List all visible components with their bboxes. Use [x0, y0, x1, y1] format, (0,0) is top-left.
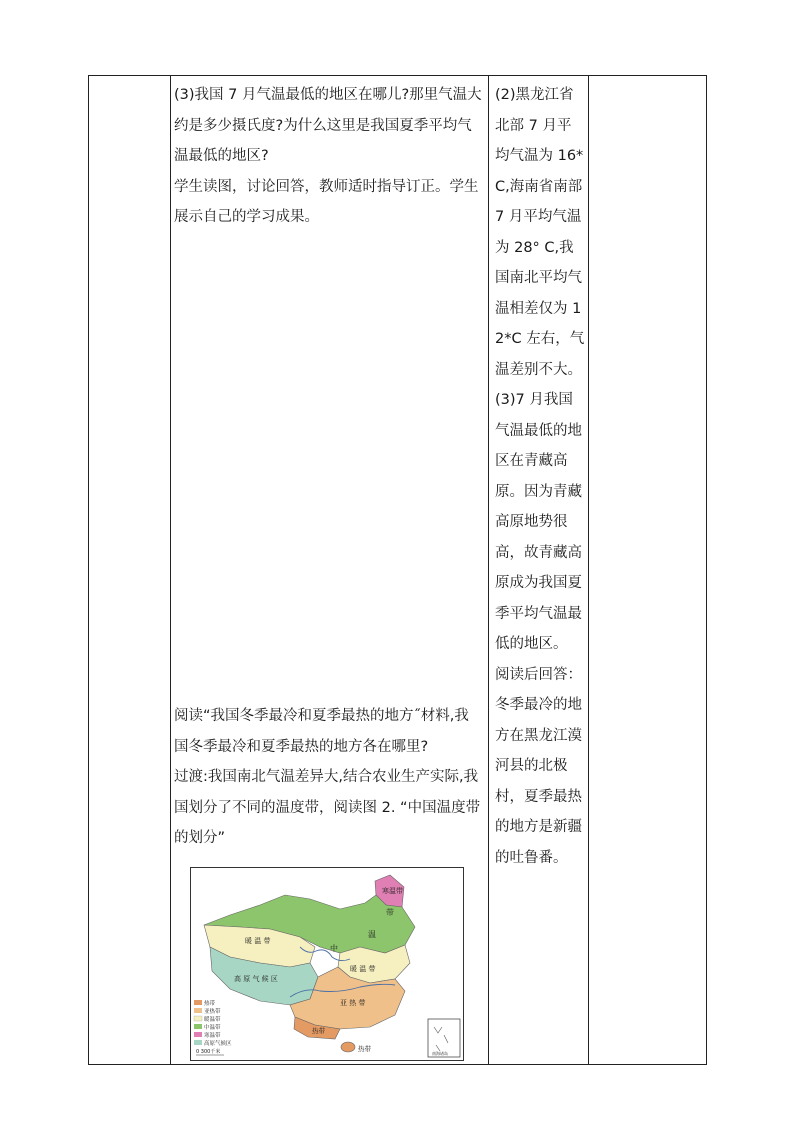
- label-mid-temperate: 温: [368, 930, 376, 939]
- column-divider-2: [488, 76, 489, 1064]
- legend-tropic: 热带: [204, 1001, 216, 1007]
- legend-cold: 寒温带: [204, 1033, 221, 1039]
- inset-label: 南海诸岛: [432, 1051, 448, 1056]
- label-tropic-hainan: 热带: [358, 1045, 371, 1053]
- hainan-island: [341, 1042, 355, 1052]
- label-plateau: 高 原 气 候 区: [234, 975, 278, 983]
- column-divider-3: [588, 76, 589, 1064]
- label-warm-temperate-east: 暖 温 带: [350, 965, 376, 973]
- label-tropic-west: 热带: [312, 1027, 325, 1035]
- map-scale: 0 300千米: [196, 1049, 221, 1055]
- student-activity: 学生读图，讨论回答，教师适时指导订正。学生展示自己的学习成果。: [174, 178, 479, 225]
- teaching-activity-cell: [171, 80, 487, 233]
- answer-3: (3)7 月我国气温最低的地区在青藏高原。因为青藏高原地势很高，故青藏高原成为我国夏季平均气温最低的地区。: [495, 392, 582, 652]
- question-3: (3)我国 7 月气温最低的地区在哪儿?那里气温大约是多少摄氏度?为什么这里是我国夏季平均气温最低的地区?: [174, 87, 482, 164]
- lesson-table: [88, 75, 707, 1065]
- label-cold-zone: 寒温带: [382, 887, 403, 895]
- legend-mid: 中温带: [204, 1025, 221, 1031]
- reading-block: [171, 701, 487, 854]
- answer-4: 阅读后回答：冬季最冷的地方在黑龙江漠河县的北极村，夏季最热的地方是新疆的吐鲁番。: [495, 666, 582, 866]
- label-warm-temperate-west: 暖 温 带: [245, 937, 271, 945]
- student-answers-cell: [491, 80, 587, 873]
- transition-text: 过渡:我国南北气温差异大,结合农业生产实际,我国划分了不同的温度带，阅读图 2. “中国温度带的划分”: [174, 769, 481, 846]
- legend-subtropic: 亚热带: [204, 1009, 221, 1015]
- legend-warm: 暖温带: [204, 1017, 221, 1023]
- label-mid-temperate-2: 带: [386, 908, 394, 917]
- answer-2: (2)黑龙江省北部 7 月平均气温为 16*C,海南省南部 7 月平均气温为 28° C,我国南北平均气温相差仅为 12*C 左右，气温差别不大。: [495, 87, 585, 378]
- legend-plateau: 高原气候区: [204, 1041, 232, 1047]
- reading-prompt: 阅读“我国冬季最冷和夏季最热的地方˝材料,我国冬季最冷和夏季最热的地方各在哪里?: [174, 708, 469, 755]
- temperature-zone-map: [190, 867, 464, 1061]
- south-china-sea-inset: [428, 1019, 460, 1057]
- label-mid-zhong: 中: [330, 944, 338, 953]
- label-subtropic: 亚 热 带: [340, 999, 366, 1007]
